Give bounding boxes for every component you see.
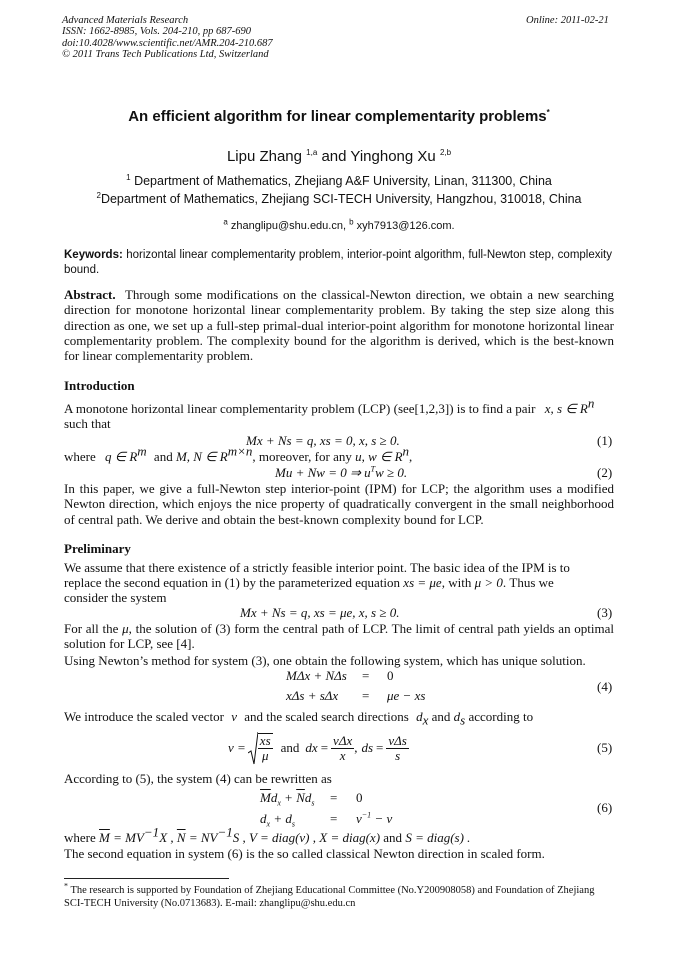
equation-2-number: (2): [597, 465, 613, 480]
eq5-sqrt: [248, 731, 273, 765]
prelim-l2-mid: , with: [441, 575, 472, 590]
keywords-block: [64, 248, 612, 278]
eq6-d1-sub: x: [277, 798, 281, 808]
p4-dx-sub: x: [422, 712, 429, 728]
eq4-equals-1: =: [362, 668, 370, 683]
issn-line: ISSN: 1662-8985, Vols. 204-210, pp 687-690: [62, 26, 251, 37]
eq5-sqrt-frac: [258, 733, 273, 763]
eq6-r2-tail: − v: [374, 811, 393, 826]
eq4-right-1: 0: [387, 668, 394, 683]
uw-comma: ,: [409, 449, 413, 464]
p6-N-bar: $\overline{N}$: [176, 830, 186, 845]
preliminary-heading: Preliminary: [64, 541, 131, 556]
intro-l1-sup: n: [587, 395, 595, 411]
eq4-equals-2: =: [362, 688, 370, 703]
eq5-dx-num: vΔx: [333, 732, 353, 748]
eq6-l2-d: d: [260, 811, 267, 826]
sqrt-sign-icon: [248, 731, 258, 765]
p6-X-def: X = diag(x): [319, 830, 381, 845]
prelim-l2-start: replace the second equation in (1) by the parameterized equation: [64, 575, 401, 590]
eq4-left-1: MΔx + NΔs: [286, 668, 347, 683]
prelim-scaled-line: [64, 709, 534, 728]
title-text: An efficient algorithm for linear complementarity problems: [128, 108, 547, 125]
author-1-sup: 1,a: [306, 148, 318, 157]
doi-line: doi:10.4028/www.scientific.net/AMR.204-210.687: [62, 38, 273, 49]
affiliation-2: [0, 192, 678, 206]
p6-n-inv: −1: [217, 824, 233, 840]
prelim-line-newton: Using Newton’s method for system (3), one obtain the following system, which has unique solution.: [64, 653, 586, 668]
intro-l1-math: x, s ∈ R: [544, 401, 588, 416]
prelim-l2-end: . Thus we: [502, 575, 554, 590]
eq6-l2-x: x: [266, 819, 271, 829]
p4-ds: d: [453, 709, 461, 724]
eq6-left-2: [260, 811, 295, 827]
introduction-heading: Introduction: [64, 378, 135, 393]
copyright-line: © 2011 Trans Tech Publications Ltd, Switzerland: [62, 49, 269, 60]
equation-5-number: (5): [597, 740, 613, 755]
aff1-text: Department of Mathematics, Zhejiang A&F University, Linan, 311300, China: [134, 174, 552, 188]
equation-6-number: (6): [597, 800, 613, 815]
prelim-rewritten-line: According to (5), the system (4) can be rewritten as: [64, 771, 332, 786]
p4-end: according to: [468, 709, 534, 724]
eq6-equals-1: =: [330, 790, 338, 805]
q-in-r: q ∈ R: [105, 449, 138, 464]
p6-V-def: V = diag(v) ,: [248, 830, 317, 845]
eq5-comma: ,: [354, 740, 358, 755]
title-footnote-mark: *: [546, 108, 550, 117]
keywords-label: Keywords:: [64, 249, 123, 261]
eq5-dx: d: [305, 740, 312, 755]
xs-mu-e: xs = μe: [403, 575, 442, 590]
p2-end: optimal solution for LCP, see [4].: [64, 621, 615, 652]
intro-line-2: such that: [64, 416, 111, 431]
eq6-right-2: [356, 811, 392, 827]
author-1: Lipu Zhang: [226, 148, 302, 165]
mn-sup: m×n: [227, 443, 253, 459]
eq6-N-bar: $\overline{N}$: [296, 790, 305, 805]
p6-m-inv: −1: [143, 824, 160, 840]
eq5-ds-num: vΔs: [388, 732, 407, 748]
aff2-sup: 2: [96, 190, 101, 200]
eq6-equals-2: =: [330, 811, 338, 826]
p6-m-def: = MV: [113, 830, 144, 845]
mn-in-r: M, N ∈ R: [175, 449, 228, 464]
abstract-label: Abstract.: [64, 287, 116, 302]
eq2-tail: w ≥ 0.: [375, 465, 408, 480]
eq5-dx-den: x: [339, 747, 346, 763]
intro-paragraph: In this paper, we give a full-Newton step interior-point (IPM) for LCP; the algorithm uses a modified Newton direction, which enjoys the nice property of quadratically convergent in the small neighborhood of central path. We derive and obtain the best-known complexity bound for LCP.: [64, 481, 614, 527]
equation-4-number: (4): [597, 679, 613, 694]
eq6-d2: d: [304, 790, 312, 805]
eq6-r2-v: v: [356, 811, 362, 826]
mu-positive: μ > 0: [474, 575, 503, 590]
aff2-text: Department of Mathematics, Zhejiang SCI-TECH University, Hangzhou, 310018, China: [100, 192, 582, 206]
prelim-last-line: The second equation in system (6) is the so called classical Newton direction in scaled form.: [64, 846, 545, 861]
moreover-text: , moreover, for any: [252, 449, 352, 464]
aff1-sup: 1: [126, 172, 131, 182]
p4-ds-sub: s: [460, 712, 466, 728]
uw-sup: n: [402, 443, 410, 459]
eq5-eq-2: =: [376, 740, 384, 755]
author-line: [0, 148, 678, 165]
abstract-block: [64, 287, 614, 363]
prelim-where-line: [64, 824, 471, 845]
eq5-ds: d: [361, 740, 368, 755]
p6-where: where: [64, 830, 96, 845]
where-word: where: [64, 449, 96, 464]
eq6-r2-sup: −1: [361, 810, 372, 820]
eq5-xs: xs: [259, 733, 271, 748]
p6-M-bar: $\overline{M}$: [99, 830, 110, 845]
equation-5: v = $\frac{xs}{\mu}$ and d x = $\frac{\text{vΔx}}{x}$ , d s = $\frac{\text{vΔs}}{s}$: [228, 732, 407, 763]
p4-mid: and the scaled search directions: [244, 709, 409, 724]
intro-l1-text: A monotone horizontal linear complementarity problem (LCP) (see[1,2,3]) is to find a pair: [64, 401, 536, 416]
eq5-and: and: [280, 740, 300, 755]
eq6-M-bar: $\overline{M}$: [260, 790, 271, 805]
equation-1-number: (1): [597, 433, 613, 448]
eq5-dx-frac: [331, 734, 354, 763]
eq2-sup: T: [370, 464, 376, 474]
p4-v: v: [231, 709, 237, 724]
q-sup: m: [137, 443, 147, 459]
paper-title: [0, 108, 678, 125]
footnote: [64, 881, 614, 910]
eq6-right-1: 0: [356, 790, 363, 805]
footnote-text: The research is supported by Foundation of Zhejiang Educational Committee (No.Y200908058) and Foundation of Zhejiang SCI-TECH University (No.0713683). E-mail: zhanglipu@shu.edu.cn: [64, 885, 595, 909]
eq6-l2-plus: + d: [273, 811, 292, 826]
email-a-sup: a: [223, 217, 228, 227]
eq6-plus: +: [284, 790, 293, 805]
equation-1: Mx + Ns = q, xs = 0, x, s ≥ 0.: [246, 433, 400, 448]
abstract-text: Through some modifications on the classical-Newton direction, we obtain a new searching direction for monotone horizontal linear complementarity problem. By taking the step size along this direction as one, we set up a full-step primal-dual interior-point algorithm for monotone horizontal linear complementarity problem. The complexity bound for the algorithm is derived, which is the best-known for linear complementarity problem.: [64, 287, 614, 364]
p6-and: and: [383, 830, 403, 845]
p6-S-def: S = diag(s) .: [405, 830, 471, 845]
online-date: Online: 2011-02-21: [526, 15, 609, 26]
p4-start: We introduce the scaled vector: [64, 709, 224, 724]
equation-3: Mx + Ns = q, xs = μe, x, s ≥ 0.: [240, 605, 400, 620]
p6-m-tail: X ,: [159, 830, 174, 845]
footnote-mark: *: [64, 881, 68, 891]
p4-dx: d: [416, 709, 423, 724]
eq6-left-1: [260, 790, 314, 806]
author-2: Yinghong Xu: [350, 148, 436, 165]
email-a[interactable]: zhanglipu@shu.edu.cn,: [230, 220, 347, 232]
eq2-main: Mu + Nw = 0 ⇒ u: [275, 465, 371, 480]
email-line: [0, 217, 678, 232]
author-and: and: [321, 148, 347, 165]
intro-where-line: [64, 443, 413, 464]
email-b-sup: b: [349, 217, 354, 227]
prelim-line-3: consider the system: [64, 590, 167, 605]
eq4-left-2: xΔs + sΔx: [286, 688, 339, 703]
journal-name: Advanced Materials Research: [62, 15, 189, 26]
keywords-text: horizontal linear complementarity problem, interior-point algorithm, full-Newton step, complexity bound.: [64, 249, 612, 276]
and-word: and: [153, 449, 173, 464]
prelim-line-2: [64, 575, 554, 590]
p2-rest: , the solution of (3) form the central path of LCP. The limit of central path yields an: [128, 621, 571, 636]
author-2-sup: 2,b: [439, 148, 452, 157]
eq5-ds-frac: [386, 734, 408, 763]
eq6-d2-sub: s: [311, 798, 315, 808]
prelim-line-1: We assume that there existence of a strictly feasible interior point. The basic idea of the IPM is to: [64, 560, 570, 575]
uw-in-r: u, w ∈ R: [355, 449, 403, 464]
eq5-mu: μ: [261, 748, 269, 763]
p4-and: and: [431, 709, 451, 724]
eq5-eq-1: =: [320, 740, 329, 755]
eq6-l2-s: s: [291, 819, 295, 829]
eq5-ds-den: s: [395, 747, 401, 763]
footnote-rule: [64, 878, 229, 879]
equation-3-number: (3): [597, 605, 613, 620]
eq4-right-2: μe − xs: [387, 688, 426, 703]
eq6-d1: d: [270, 790, 278, 805]
eq5-v: v =: [228, 740, 246, 755]
email-b[interactable]: xyh7913@126.com.: [356, 220, 455, 232]
prelim-para-2: [64, 621, 614, 652]
p6-n-def: = NV: [188, 830, 218, 845]
intro-line-1: [64, 395, 595, 416]
p6-n-tail: S ,: [232, 830, 246, 845]
p2-start: For all the: [64, 621, 119, 636]
p2-mu: μ: [122, 621, 129, 636]
affiliation-1: [0, 174, 678, 188]
equation-2: [275, 465, 407, 481]
